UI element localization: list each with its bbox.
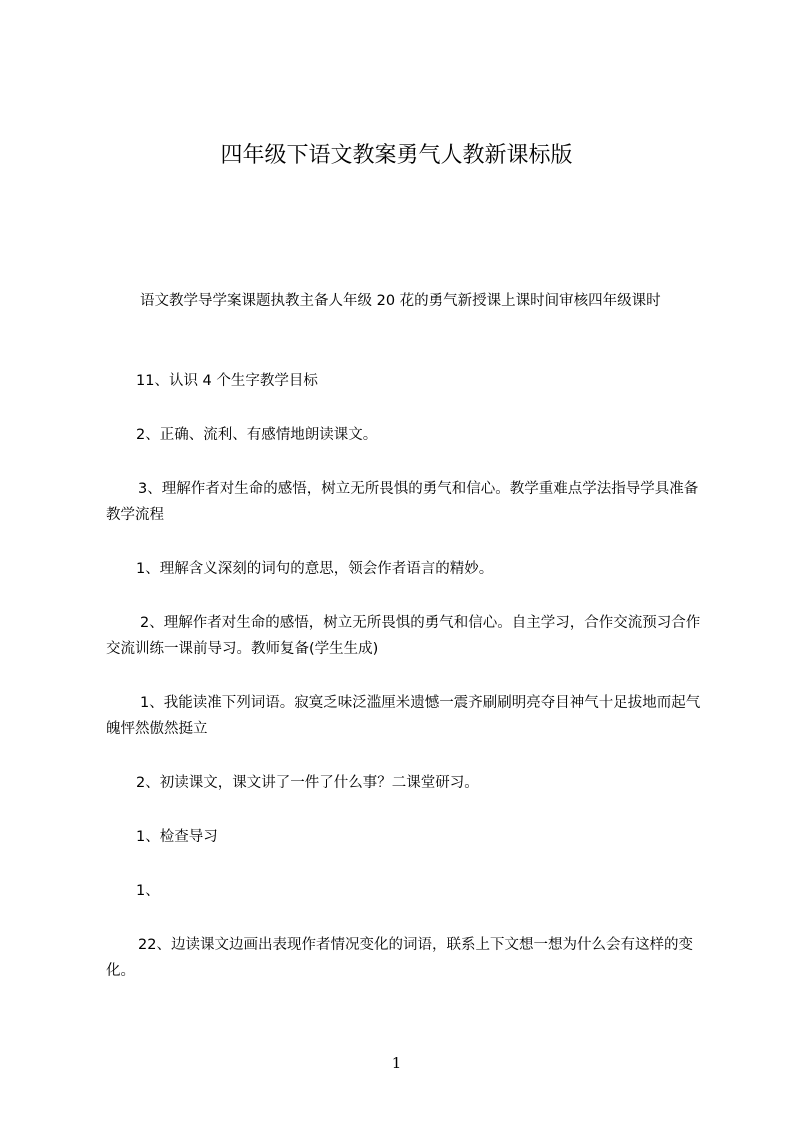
paragraph-objective-1: 11、认识 4 个生字教学目标 [136, 373, 318, 389]
page-number: 1 [391, 1054, 402, 1072]
paragraph-objective-3: 3、理解作者对生命的感悟，树立无所畏惧的勇气和信心。教学重难点学法指导学具准备教学流程 [106, 481, 699, 523]
paragraph-check-preview: 1、检查导习 [136, 829, 218, 845]
document-title: 四年级下语文教案勇气人教新课标版 [220, 143, 573, 168]
paragraph-first-reading: 2、初读课文，课文讲了一件了什么事？二课堂研习。 [136, 775, 479, 791]
paragraph-lesson-header: 语文教学导学案课题执教主备人年级 20 花的勇气新授课上课时间审核四年级课时 [140, 293, 661, 309]
paragraph-reading-task: 22、边读课文边画出表现作者情况变化的词语，联系上下文想一想为什么会有这样的变化。 [106, 937, 693, 979]
paragraph-item-1: 1、 [136, 883, 160, 899]
paragraph-key-point-1: 1、理解含义深刻的词句的意思，领会作者语言的精妙。 [136, 561, 494, 577]
paragraph-key-point-2: 2、理解作者对生命的感悟，树立无所畏惧的勇气和信心。自主学习，合作交流预习合作交流训练一课前导习。教师复备(学生生成) [106, 615, 701, 657]
paragraph-objective-2: 2、正确、流利、有感情地朗读课文。 [136, 427, 378, 443]
paragraph-vocabulary: 1、我能读准下列词语。寂寞乏味泛滥厘米遗憾一震齐刷刷明亮夺目神气十足拔地而起气魄怦然傲然挺立 [106, 695, 701, 737]
